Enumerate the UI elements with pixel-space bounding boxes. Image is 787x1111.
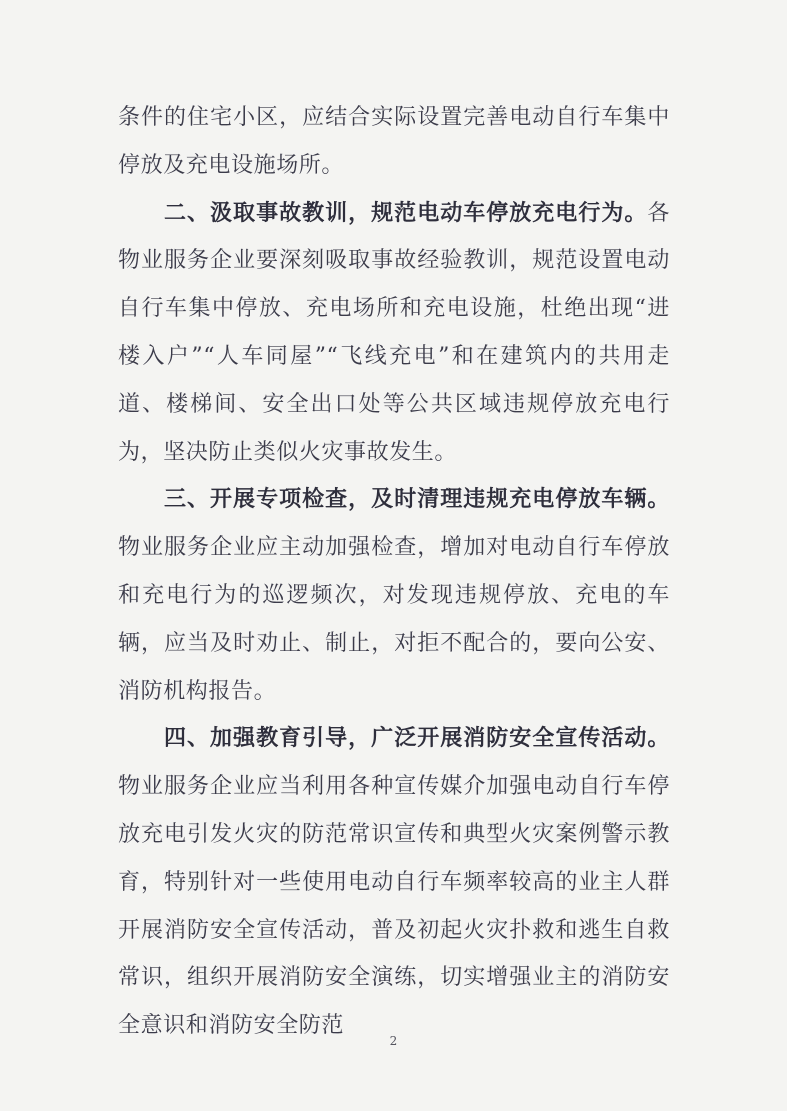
paragraph-section-2 [118,190,670,477]
section-heading: 二、汲取事故教训，规范电动车停放充电行为。 [164,200,648,226]
document-body [118,94,670,1050]
paragraph-section-3 [118,476,670,715]
paragraph-body: 条件的住宅小区，应结合实际设置完善电动自行车集中停放及充电设施场所。 [118,105,670,178]
paragraph-body: 物业服务企业应主动加强检查，增加对电动自行车停放和充电行为的巡逻频次，对发现违规停放、充电的车辆，应当及时劝止、制止，对拒不配合的，要向公安、消防机构报告。 [118,535,670,704]
paragraph-body: 物业服务企业应当利用各种宣传媒介加强电动自行车停放充电引发火灾的防范常识宣传和典型火灾案例警示教育，特别针对一些使用电动自行车频率较高的业主人群开展消防安全宣传活动，普及初起火灾扑救和逃生自救常识，组织开展消防安全演练，切实增强业主的消防安全意识和消防安全防范 [118,774,670,1039]
paragraph-section-4 [118,715,670,1050]
section-heading: 三、开展专项检查，及时清理违规充电停放车辆。 [164,487,670,513]
paragraph-continuation [118,94,670,190]
page-number: 2 [389,1034,398,1048]
paragraph-body: 各物业服务企业要深刻吸取事故经验教训，规范设置电动自行车集中停放、充电场所和充电设施，杜绝出现“进楼入户”“人车同屋”“飞线充电”和在建筑内的共用走道、楼梯间、安全出口处等公共区域违规停放充电行为，坚决防止类似火灾事故发生。 [118,200,670,465]
section-heading: 四、加强教育引导，广泛开展消防安全宣传活动。 [164,726,670,752]
